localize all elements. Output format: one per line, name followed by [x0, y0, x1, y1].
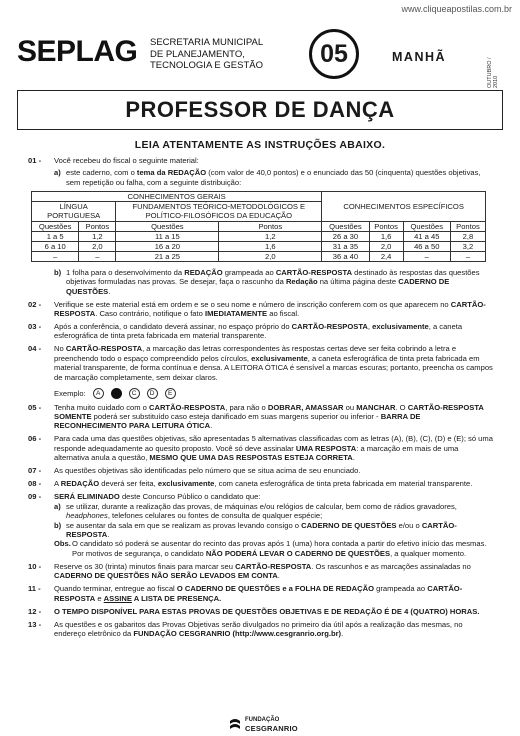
column-header: Pontos [369, 221, 403, 231]
table-header: CONHECIMENTOS ESPECÍFICOS [322, 191, 486, 221]
instruction-13 [28, 620, 493, 639]
answer-bubble-d: D [147, 388, 158, 399]
text: se utilizar, durante a realização das provas, de máquinas e/ou relógios de calcular, bem como de rádios gravadores, [66, 501, 457, 511]
page-title: PROFESSOR DE DANÇA [125, 97, 395, 122]
table-cell: 2,0 [369, 241, 403, 251]
text: , telefones celulares ou fontes de consulta de qualquer espécie; [107, 511, 323, 521]
text: . Os rascunhos e as marcações assinaladas no [311, 561, 471, 571]
text: , a qualquer momento. [390, 548, 467, 558]
bold-text: FUNDAÇÃO CESGRANRIO (http://www.cesgranrio.org.br) [133, 628, 342, 638]
text: Reserve os 30 (trinta) minutos finais para marcar seu [54, 561, 236, 571]
text: As questões e os gabaritos das Provas Objetivas serão divulgados no primeiro dia útil após a realização das mesmas, no endereço eletrônico da [54, 619, 463, 638]
table-row [32, 251, 486, 261]
table-cell: 46 a 50 [403, 241, 450, 251]
text: : a marcação em mais de uma alternativa anula a questão, [54, 443, 459, 463]
prova-number: 05 [309, 29, 359, 79]
table-cell: – [403, 251, 450, 261]
text: deverá ser feita, [99, 479, 158, 489]
secretaria-line-1: SECRETARIA MUNICIPAL [150, 37, 264, 48]
bold-text: MESMO QUE UMA DAS RESPOSTAS ESTEJA CORRETA [149, 453, 353, 463]
text: Para cada uma das questões objetivas, são apresentadas 5 alternativas classificadas com as letras (A), (B), (C), (D) e (E); só uma responde adequadamente ao quesito proposto. Você só deve assinalar [54, 434, 493, 453]
table-cell: 3,2 [450, 241, 485, 251]
text: se ausentar da sala em que se realizam as provas levando consigo o [66, 520, 302, 530]
sub-label: a) [54, 501, 61, 511]
distribution-table [31, 191, 486, 262]
text: , com caneta esferográfica de tinta preta fabricada em material transparente. [214, 479, 473, 489]
bold-text: CARTÃO-RESPOSTA [291, 322, 368, 332]
table-cell: 31 a 35 [322, 241, 369, 251]
obs-label: Obs. [54, 539, 71, 549]
text: Tenha muito cuidado com o [54, 402, 149, 412]
table-row [32, 241, 486, 251]
table-cell: 6 a 10 [32, 241, 79, 251]
bold-text: CARTÃO-RESPOSTA [275, 267, 353, 277]
instruction-08 [28, 479, 493, 488]
instruction-09b [54, 521, 493, 540]
column-header: Pontos [450, 221, 485, 231]
italic-text: headphones [66, 511, 108, 521]
answer-bubble-a: A [93, 388, 104, 399]
bold-underlined-text: ASSINE [103, 593, 132, 603]
table-header: FUNDAMENTOS TEÓRICO-METODOLÓGICOS E POLÍTICO-FILOSÓFICOS DA EDUCAÇÃO [116, 201, 322, 221]
title-box [17, 90, 503, 130]
secretaria-name [150, 37, 263, 72]
bold-text: NÃO PODERÁ LEVAR O CADERNO DE QUESTÕES [205, 548, 391, 558]
text: Verifique se este material está em ordem e se o seu nome e número de inscrição conferem com os que aparecem no [54, 299, 451, 309]
item-number: 12 [28, 606, 37, 616]
item-dash: - [38, 466, 42, 476]
column-header: Pontos [219, 221, 322, 231]
table-cell: 26 a 30 [322, 231, 369, 241]
text: , para não o [225, 402, 268, 412]
item-number: 06 [28, 434, 37, 444]
bold-text: exclusivamente [372, 322, 429, 332]
item-dash: - [38, 561, 42, 571]
table-cell: 1,6 [369, 231, 403, 241]
bold-text: REDAÇÃO [60, 479, 100, 489]
table-cell: 2,4 [369, 251, 403, 261]
instruction-09-obs [54, 539, 493, 558]
item-number: 10 [28, 561, 37, 571]
bold-text: O CADERNO DE QUESTÕES e a FOLHA DE REDAÇÃO [176, 584, 375, 594]
exemplo-label: Exemplo: [54, 388, 86, 398]
column-header: Questões [403, 221, 450, 231]
text: . [107, 529, 110, 539]
instruction-01b [28, 268, 493, 296]
bold-text: IMEDIATAMENTE [204, 309, 268, 319]
text: No [54, 344, 66, 354]
table-row [32, 231, 486, 241]
column-header: Questões [32, 221, 79, 231]
bold-text: CARTÃO-RESPOSTA [148, 402, 226, 412]
site-url[interactable]: www.cliqueapostilas.com.br [401, 4, 512, 14]
text: Após a conferência, o candidato deverá assinar, no espaço próprio do [54, 322, 292, 332]
fundacao-label: FUNDAÇÃO [245, 717, 280, 723]
item-dash: - [38, 606, 42, 616]
table-cell: 41 a 45 [403, 231, 450, 241]
table-cell: – [79, 251, 116, 261]
text: , a caneta esferográfica de tinta preta fabricada em material transparente, de forma contínua e densa. A LEITORA ÓTICA é sensível a marcas escuras; portanto, preencha os campos de marcação completamente, sem deixar claros. [54, 353, 493, 382]
bold-text: SERÁ ELIMINADO [54, 492, 120, 502]
bold-text: CADERNO DE QUESTÕES NÃO SERÃO LEVADOS EM CONTA [54, 571, 278, 581]
item-number: 11 [28, 584, 37, 594]
cesgranrio-logo [228, 716, 298, 734]
bold-text: CARTÃO-RESPOSTA [65, 344, 143, 354]
instruction-07 [28, 466, 493, 475]
cesgranrio-icon [228, 717, 242, 733]
table-cell: 2,0 [219, 251, 322, 261]
item-number: 05 [28, 402, 37, 412]
text: . [277, 571, 280, 581]
table-cell: 1 a 5 [32, 231, 79, 241]
instruction-06 [28, 434, 493, 462]
item-dash: - [38, 322, 42, 332]
column-header: Pontos [79, 221, 116, 231]
text: . [341, 628, 344, 638]
instruction-11 [28, 584, 493, 603]
answer-bubble-e: E [165, 388, 176, 399]
instruction-09a [54, 502, 493, 521]
bold-text: DOBRAR, AMASSAR [267, 402, 344, 412]
table-cell: 21 a 25 [116, 251, 219, 261]
secretaria-line-2: DE PLANEJAMENTO, [150, 48, 245, 60]
item-dash: - [38, 479, 42, 489]
item-dash: - [38, 584, 41, 594]
text: e/ou o [396, 520, 422, 530]
seplag-logo: SEPLAG [17, 35, 138, 68]
item-number: 08 [28, 479, 37, 489]
table-cell: – [32, 251, 79, 261]
bold-text: BARRA DE RECONHECIMENTO PARA LEITURA ÓTICA [54, 412, 421, 431]
turno: MANHÃ [392, 50, 447, 64]
bold-text: CARTÃO-RESPOSTA [54, 299, 486, 319]
item-number: 07 [28, 466, 37, 476]
text: grampeada ao [222, 267, 276, 277]
text: (com valor de 40,0 pontos) e o enunciado das 50 (cinquenta) questões objetivas, sem repetição ou falha, com a seguinte distribuição: [66, 168, 481, 187]
text: na última página deste [317, 277, 399, 287]
item-dash: - [38, 344, 42, 354]
item-number: 09 [28, 492, 37, 502]
sub-label: b) [54, 520, 62, 530]
instruction-01 [28, 156, 493, 187]
text: ao fiscal. [267, 309, 300, 319]
text: , [367, 322, 373, 332]
header [17, 24, 503, 88]
item-dash: - [38, 299, 42, 309]
item-dash: - [38, 434, 42, 444]
text: grampeada ao [374, 584, 428, 594]
item-dash: - [38, 402, 42, 412]
instruction-01a [54, 168, 493, 187]
text: 1 folha para o desenvolvimento da [66, 267, 185, 277]
text: Quando terminar, entregue ao fiscal [54, 584, 177, 594]
instruction-05 [28, 403, 493, 431]
instruction-03 [28, 322, 493, 341]
table-cell: 11 a 15 [116, 231, 219, 241]
table-cell: – [450, 251, 485, 261]
bold-text: UMA RESPOSTA [295, 443, 357, 453]
instructions-heading: LEIA ATENTAMENTE AS INSTRUÇÕES ABAIXO. [134, 139, 386, 151]
secretaria-line-3: TECNOLOGIA E GESTÃO [150, 60, 263, 71]
bold-text: MANCHAR [356, 402, 396, 412]
cesgranrio-label: CESGRANRIO [245, 724, 298, 733]
answer-example [54, 388, 493, 399]
text: . [352, 453, 355, 463]
item-number: 13 [28, 619, 37, 629]
text: , a caneta esferográfica de tinta preta fabricada em material transparente. [54, 322, 463, 341]
item-number: 01 [28, 156, 37, 165]
text: . [108, 286, 111, 296]
bold-text: CADERNO DE QUESTÕES [66, 277, 450, 296]
text: destinado às respostas das questões objetivas formuladas nas provas. Se desejar, faça o rascunho da [66, 267, 480, 287]
instruction-02 [28, 300, 493, 319]
text: . [210, 421, 213, 431]
text: . O [395, 402, 408, 412]
table-cell: 1,2 [79, 231, 116, 241]
item-dash: - [38, 492, 42, 502]
sub-label: b) [54, 267, 62, 277]
edicao-date: OUTUBRO / 2010 [487, 57, 499, 88]
item-dash: - [38, 156, 42, 165]
table-column-headers [32, 221, 486, 231]
instruction-12 [28, 607, 493, 616]
text: ou [343, 402, 357, 412]
column-header: Questões [116, 221, 219, 231]
bold-text: CARTÃO-RESPOSTA [66, 520, 457, 539]
item-number: 03 [28, 322, 37, 332]
instructions [28, 156, 493, 642]
bold-text: CADERNO DE QUESTÕES [301, 520, 397, 530]
text: , a marcação das letras correspondentes às respostas certas deve ser feita cobrindo a letra e preenchendo todo o espaço compreendido pelos círculos, [54, 344, 457, 363]
text: O candidato só poderá se ausentar do recinto das provas após 1 (uma) hora contada a partir do efetivo início das mesmas. Por motivos de segurança, o candidato [72, 539, 487, 558]
instruction-10 [28, 562, 493, 581]
table-header: CONHECIMENTOS GERAIS [32, 191, 322, 201]
bold-text: tema da REDAÇÃO [136, 168, 207, 178]
bold-text: Redação [285, 277, 318, 287]
item-number: 02 [28, 299, 37, 309]
table-cell: 1,2 [219, 231, 322, 241]
text: A [54, 479, 61, 489]
bold-text: REDAÇÃO [184, 267, 223, 277]
text: deste Concurso Público o candidato que: [119, 492, 261, 502]
text: este caderno, com o [66, 168, 137, 178]
bold-text: A LISTA DE PRESENÇA. [131, 593, 222, 603]
table-cell: 36 a 40 [322, 251, 369, 261]
bold-text: exclusivamente [251, 353, 308, 363]
table-cell: 2,8 [450, 231, 485, 241]
answer-bubble-b-filled [111, 388, 122, 399]
bold-text: CARTÃO-RESPOSTA SOMENTE [54, 402, 484, 422]
item-number: 04 [28, 344, 37, 354]
table-header: LÍNGUA PORTUGUESA [32, 201, 116, 221]
text: poderá ser substituído caso esteja danificado em suas margens superior ou inferior - [91, 412, 381, 422]
table-cell: 2,0 [79, 241, 116, 251]
bold-text: O TEMPO DISPONÍVEL PARA ESTAS PROVAS DE QUESTÕES OBJETIVAS E DE REDAÇÃO É DE 4 (QUATRO) HORAS. [54, 606, 480, 616]
table-cell: 16 a 20 [116, 241, 219, 251]
column-header: Questões [322, 221, 369, 231]
instruction-04 [28, 344, 493, 399]
table-cell: 1,6 [219, 241, 322, 251]
bold-text: CARTÃO-RESPOSTA [54, 584, 463, 603]
item-text: Você recebeu do fiscal o seguinte material: [54, 156, 199, 165]
bold-text: exclusivamente [157, 479, 215, 489]
item-dash: - [38, 619, 42, 629]
sub-label: a) [54, 168, 61, 178]
text: As questões objetivas são identificadas pelo número que se situa acima de seu enunciado. [54, 466, 361, 476]
text: e [95, 593, 104, 603]
instruction-09 [28, 492, 493, 558]
text: . Caso contrário, notifique o fato [95, 309, 205, 319]
bold-text: CARTÃO-RESPOSTA [235, 561, 312, 571]
answer-bubble-c: C [129, 388, 140, 399]
